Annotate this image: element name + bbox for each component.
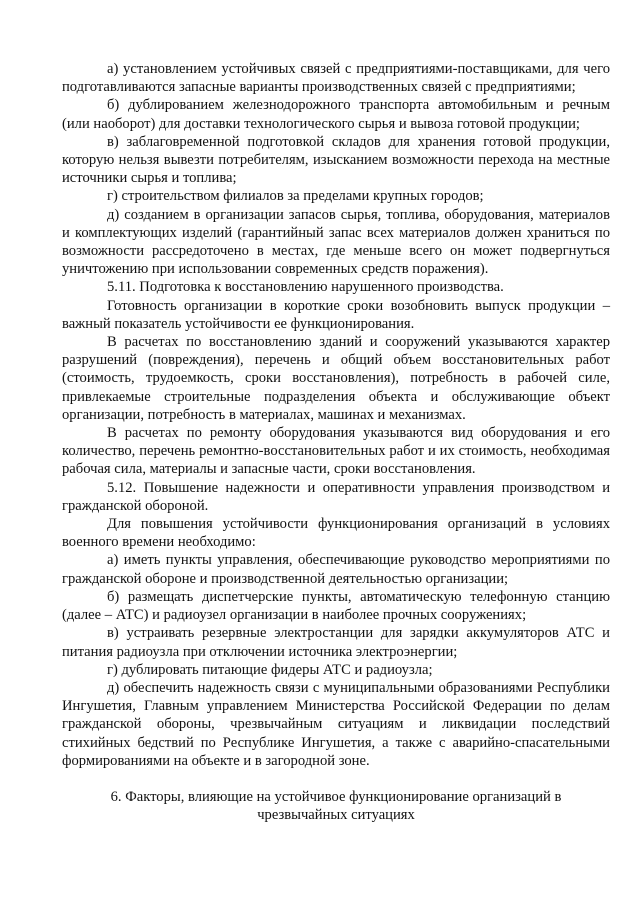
paragraph-b-transport-duplication: б) дублированием железнодорожного транспорта автомобильным и речным (или наоборот) для доставки технологического сырья и вывоза готовой продукции; <box>62 97 610 132</box>
paragraph-a-control-points: а) иметь пункты управления, обеспечивающие руководство мероприятиями по гражданской обороне и производственной деятельностью организации; <box>62 552 610 587</box>
paragraph-equipment-repair: В расчетах по ремонту оборудования указываются вид оборудования и его количество, перечень ремонтно-восстановительных работ и их стоимость, необходимая рабочая сила, материалы и запасные части, сроки восстановления. <box>62 425 610 478</box>
paragraph-c-backup-power: в) устраивать резервные электростанции для зарядки аккумуляторов АТС и питания радиоузла при отключении источника электроэнергии; <box>62 625 610 660</box>
paragraph-a-supplier-links: а) установлением устойчивых связей с предприятиями-поставщиками, для чего подготавливаются запасные варианты производственных связей с предприятиями; <box>62 61 610 96</box>
paragraph-building-restoration: В расчетах по восстановлению зданий и сооружений указываются характер разрушений (повреждения), перечень и общий объем восстановительных работ (стоимость, трудоемкость, сроки восстановления), потребность в рабочей силе, привлекаемые строительные подразделения объекта и обслуживающие объект организации, потребность в материалах, машинах и механизмах. <box>62 334 610 423</box>
paragraph-e-reliable-communication: д) обеспечить надежность связи с муниципальными образованиями Республики Ингушетия, Главным управлением Министерства Российской Федерации по делам гражданской обороны, чрезвычайным ситуациям и ликвидации последствий стихийных бедствий по Республике Ингушетия, а также с аварийно-спасательными формированиями на объекте и в загородной зоне. <box>62 679 610 769</box>
paragraph-e-reserves: д) созданием в организации запасов сырья, топлива, оборудования, материалов и комплектующих изделий (гарантийный запас всех материалов должен храниться по возможности рассредоточено в местах, где меньше всего он может подвергнуться уничтожению при использовании современных средств поражения). <box>62 206 610 278</box>
document-page <box>62 60 610 824</box>
subsection-5-11-title: 5.11. Подготовка к восстановлению нарушенного производства. <box>107 279 504 296</box>
paragraph-readiness: Готовность организации в короткие сроки возобновить выпуск продукции – важный показатель устойчивости ее функционирования. <box>62 297 610 332</box>
paragraph-wartime-requirements: Для повышения устойчивости функционирования организаций в условиях военного времени необходимо: <box>62 516 610 551</box>
paragraph-b-dispatch-points: б) размещать диспетчерские пункты, автоматическую телефонную станцию (далее – АТС) и радиоузел организации в наиболее прочных сооружениях; <box>62 588 610 624</box>
paragraph-d-branches: г) строительством филиалов за пределами крупных городов; <box>107 188 484 205</box>
section-6-heading-line2: чрезвычайных ситуациях <box>257 807 415 824</box>
section-6-heading-line1: 6. Факторы, влияющие на устойчивое функционирование организаций в <box>110 788 562 805</box>
paragraph-d-feeder-duplication: г) дублировать питающие фидеры АТС и радиоузла; <box>107 661 433 678</box>
section-6-heading <box>62 788 610 824</box>
paragraph-c-warehouse-preparation: в) заблаговременной подготовкой складов для хранения готовой продукции, которую нельзя вывезти потребителям, изысканием возможности перехода на местные источники сырья и топлива; <box>62 133 610 187</box>
subsection-5-12-title: 5.12. Повышение надежности и оперативности управления производством и гражданской обороной. <box>62 479 610 514</box>
